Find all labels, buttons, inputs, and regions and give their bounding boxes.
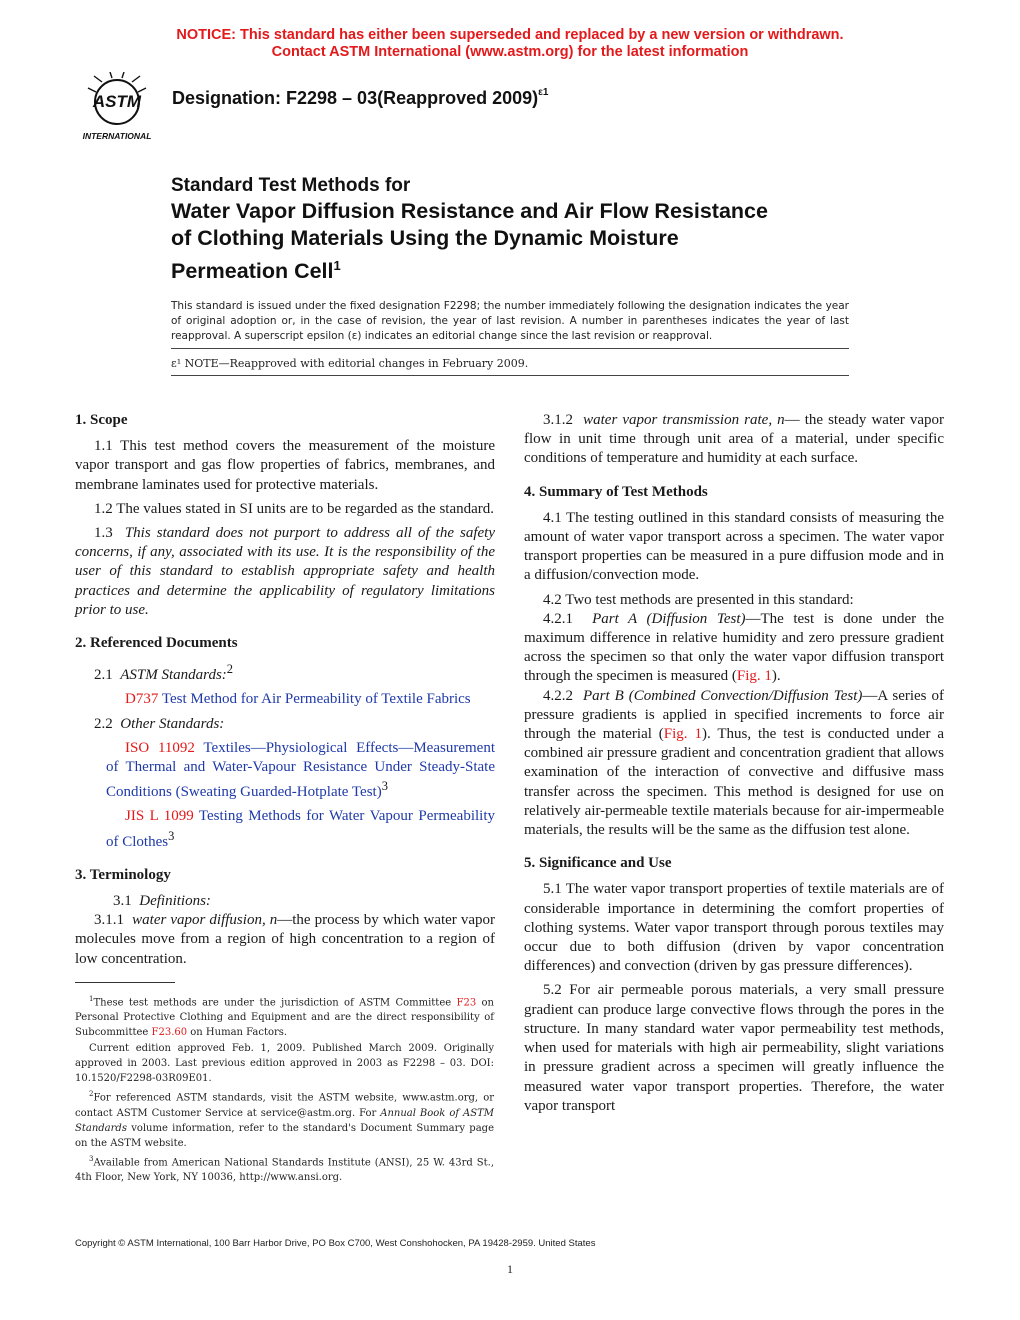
section-3-1-1: 3.1.1 water vapor diffusion, n—the process by which water vapor molecules move from a region of high concentration to a region of low concentration. — [75, 912, 496, 967]
section-2-heading: 2. Referenced Documents — [75, 635, 238, 652]
copyright-line: Copyright © ASTM International, 100 Barr Harbor Drive, PO Box C700, West Conshohocken, PA 19428-2959. United States — [75, 1238, 596, 1249]
footnotes — [75, 992, 494, 1186]
title-line-3: of Clothing Materials Using the Dynamic Moisture — [171, 226, 679, 250]
section-4-2-2: 4.2.2 Part B (Combined Convection/Diffusion Test)—A series of pressure gradients is applied in specified increments to force air through the material (Fig. 1). Thus, the test is conducted under a combined air pressure gradient and concentration gradient that allows examination of the interaction of convective and diffusive mass transfer across the specimen. This method is designed for use on relatively air-permeable textile materials because for air-impermeable materials, the results will be the same as the diffusion test alone. — [524, 687, 945, 839]
reference-jis-l1099[interactable]: JIS L 1099 Testing Methods for Water Vapour Permeability of Clothes$^3$ — [106, 808, 495, 850]
notice-line-2: Contact ASTM International (www.astm.org) for the latest information — [271, 44, 749, 60]
divider-bottom — [171, 375, 849, 376]
section-3-1-2: 3.1.2 water vapor transmission rate, n— the steady water vapor flow in unit time through unit area of a material, under specific conditions of temperature and humidity at each surface. — [524, 412, 944, 467]
page-number: 1 — [507, 1262, 513, 1276]
figure-1-link-2[interactable]: Fig. 1 — [663, 726, 702, 743]
footnote-1: $^1$These test methods are under the jurisdiction of ASTM Committee F23 on Personal Protective Clothing and Equipment and are the direct responsibility of Subcommittee F23.60 on Human Factors. — [75, 995, 494, 1039]
section-1-1: 1.1 This test method covers the measurement of the moisture vapor transport and gas flow properties of fabrics, membranes, and membrane laminates used for protective materials. — [75, 438, 495, 493]
reference-iso-11092[interactable]: ISO 11092 Textiles—Physiological Effects—Measurement of Thermal and Water-Vapour Resistance Under Steady-State Conditions (Sweating Guarded-Hotplate Test)$^3$ — [106, 739, 495, 801]
footnote-1-edition: Current edition approved Feb. 1, 2009. Published March 2009. Originally approved in 2003. Last previous edition approved in 2003 as F2298 – 03. DOI: 10.1520/F2298-03R09E01. — [75, 1043, 494, 1085]
link-f23-60[interactable]: F23.60 — [151, 1027, 188, 1039]
footnote-2: $^2$For referenced ASTM standards, visit the ASTM website, www.astm.org, or contact ASTM Customer Service at service@astm.org. For Annual Book of ASTM Standards volume information, refer to the standard's Document Summary page on the ASTM website. — [75, 1090, 494, 1149]
section-1-3: 1.3 This standard does not purport to address all of the safety concerns, if any, associated with its use. It is the responsibility of the user of this standard to establish appropriate safety and health practices and determine the applicability of regulatory limitations prior to use. — [75, 525, 496, 618]
section-4-2-1: 4.2.1 Part A (Diffusion Test)—The test is done under the maximum difference in relative humidity and zero pressure gradient across the specimen so that only the water vapor diffusion transport through the specimen is measured (Fig. 1). — [524, 610, 945, 685]
footnote-divider — [75, 982, 175, 983]
title-footnote-mark: 1 — [333, 258, 341, 273]
epsilon-note: ε¹ NOTE—Reapproved with editorial changes in February 2009. — [171, 357, 529, 370]
reference-d737[interactable]: D737 Test Method for Air Permeability of Textile Fabrics — [125, 691, 471, 708]
left-column — [75, 411, 495, 974]
right-column — [524, 411, 944, 1121]
svg-text:ASTM: ASTM — [92, 92, 142, 111]
section-2-2: 2.2 Other Standards: — [94, 715, 225, 732]
figure-1-link[interactable]: Fig. 1 — [736, 668, 772, 685]
section-4-2: 4.2 Two test methods are presented in this standard: — [543, 591, 854, 608]
logo-text: INTERNATIONAL — [82, 131, 152, 141]
section-5-heading: 5. Significance and Use — [524, 855, 672, 872]
title-line-1: Standard Test Methods for — [171, 175, 411, 196]
intro-paragraph: This standard is issued under the fixed designation F2298; the number immediately following the designation indicates the year of original adoption or, in the case of revision, the year of last revision. A number in parentheses indicates the year of last reapproval. A superscript epsilon (ε) indicates an editorial change since the last revision or reapproval. — [171, 300, 849, 342]
section-1-heading: 1. Scope — [75, 412, 128, 428]
divider-top — [171, 348, 849, 349]
title-line-2: Water Vapor Diffusion Resistance and Air Flow Resistance — [171, 199, 768, 223]
footnote-3: $^3$Available from American National Standards Institute (ANSI), 25 W. 43rd St., 4th Floor, New York, NY 10036, http://www.ansi.org. — [75, 1154, 494, 1183]
designation-superscript: ε1 — [538, 87, 549, 98]
section-4-1: 4.1 The testing outlined in this standard consists of measuring the amount of water vapor transport across a specimen. The water vapor transport properties can be measured in a pure diffusion mode and in a diffusion/convection mode. — [524, 509, 944, 584]
title-line-4: Permeation Cell — [171, 259, 334, 284]
document-title — [171, 174, 871, 285]
designation-label: Designation: F2298 – 03(Reapproved 2009) — [172, 88, 539, 108]
designation — [172, 88, 548, 109]
section-2-1: 2.1 ASTM Standards:$^2$ — [94, 662, 234, 684]
notice-line-1: NOTICE: This standard has either been superseded and replaced by a new version or withdrawn. — [176, 27, 844, 43]
astm-logo-icon — [72, 72, 162, 144]
section-3-1: 3.1 Definitions: — [113, 893, 211, 910]
section-1-2: 1.2 The values stated in SI units are to be regarded as the standard. — [94, 500, 495, 517]
supersede-notice — [0, 27, 1020, 61]
section-5-2: 5.2 For air permeable porous materials, a very small pressure gradient can produce large convective flows through the pores in the structure. In many standard water vapor permeability test methods, when used for materials with high air permeability, slight variations in pressure gradient across a specimen will greatly influence the measured water vapor transport properties. Therefore, the water vapor transport — [524, 982, 944, 1114]
link-f23[interactable]: F23 — [456, 997, 477, 1009]
section-4-heading: 4. Summary of Test Methods — [524, 483, 708, 500]
section-3-heading: 3. Terminology — [75, 866, 171, 883]
section-5-1: 5.1 The water vapor transport properties of textile materials are of considerable importance in determining the comfort properties of clothing systems. Water vapor transport through porous textiles may occur due to both diffusion (driven by vapor concentration differences) and convection (driven by gas pressure differences). — [524, 881, 944, 975]
